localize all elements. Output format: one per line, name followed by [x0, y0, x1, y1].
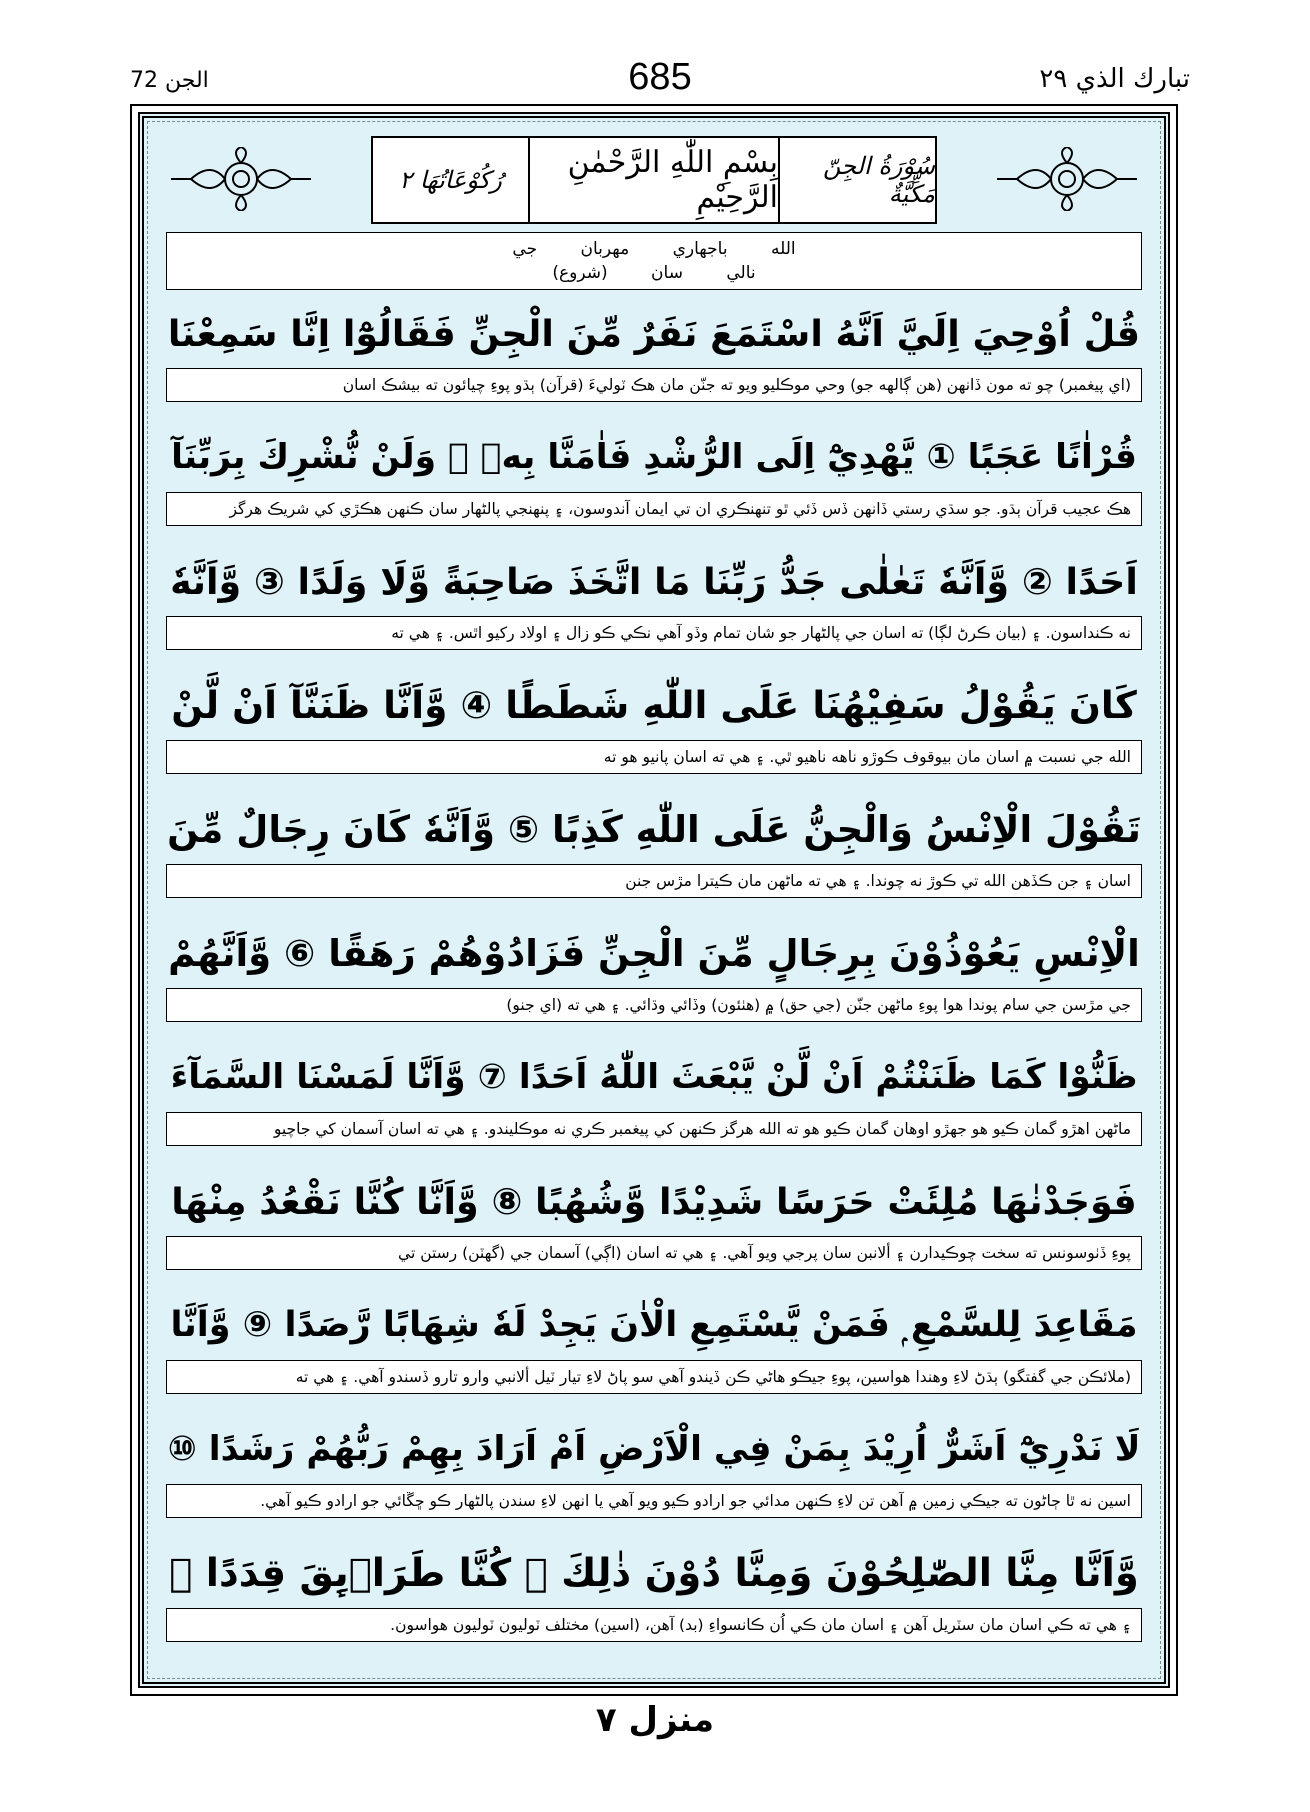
sindhi-translation: نه ڪنداسون. ۽ (بيان ڪرڻ لڳا) ته اسان جي پالڻهار جو شان تمام وڏو آهي نڪي ڪو زال ۽ اولاد رکيو اٿس. ۽ هي ته: [166, 616, 1142, 650]
ornament-left-icon: [166, 144, 316, 214]
manzil-footer: منزل ٧: [595, 1700, 715, 1740]
arabic-text: ظَنُّوْا كَمَا ظَنَنْتُمْ اَنْ لَّنْ يَّبْعَثَ اللّٰهُ اَحَدًا ⑦ وَّاَنَّا لَمَسْنَا السَّمَآءَ: [170, 1057, 1138, 1097]
arabic-text: قُلْ اُوْحِيَ اِلَيَّ اَنَّهُ اسْتَمَعَ نَفَرٌ مِّنَ الْجِنِّ فَقَالُوْٓا اِنَّا سَمِعْنَا: [167, 311, 1141, 355]
arabic-text: لَا نَدْرِيْٓ اَشَرٌّ اُرِيْدَ بِمَنْ فِي الْاَرْضِ اَمْ اَرَادَ بِهِمْ رَبُّهُمْ رَشَدًا ⑩: [167, 1429, 1141, 1469]
sindhi-translation: الله جي نسبت ۾ اسان مان بيوقوف ڪوڙو ناهه ناهيو ٿي. ۽ هي ته اسان پانيو هو ته: [166, 740, 1142, 774]
verses-info: رُكُوْعَاتُهَا ٢: [399, 166, 502, 194]
verse-line: [166, 1414, 1142, 1518]
verse-line: [166, 298, 1142, 402]
arabic-text: اَحَدًا ② وَّاَنَّهٗ تَعٰلٰى جَدُّ رَبِّنَا مَا اتَّخَذَ صَاحِبَةً وَّلَا وَلَدًا ③ وَّاَنَّهٗ: [170, 559, 1138, 603]
arabic-text: كَانَ يَقُوْلُ سَفِيْهُنَا عَلَى اللّٰهِ شَطَطًا ④ وَّاَنَّا ظَنَنَّآ اَنْ لَّنْ: [171, 683, 1137, 727]
page-header: [130, 56, 1190, 102]
ornament-right-icon: [992, 144, 1142, 214]
sindhi-translation: اسين نه ٿا ڄاڻون ته جيڪي زمين ۾ آهن تن لاءِ ڪنهن مدائي جو ارادو ڪيو ويو آهي يا انهن لاءِ سندن پالڻهار ڪو ڇڱائي جو ارادو ڪيو آهي.: [166, 1484, 1142, 1518]
verse-line: [166, 1166, 1142, 1270]
sindhi-translation: (ملائڪن جي گفتگو) ٻڌڻ لاءِ وهندا هواسين، پوءِ جيڪو هاڻي ڪن ڏيندو آهي سو پاڻ لاءِ تيار ٽيل ألانبي وارو تارو ڏسندو آهي. ۽ هي ته: [166, 1360, 1142, 1394]
surah-name: سُوْرَةُ الجِنّ مَكِّيَّةٌ: [822, 152, 935, 208]
verse-line: [166, 1290, 1142, 1394]
sindhi-translation: ماڻهن اهڙو گمان ڪيو هو جهڙو اوهان گمان ڪيو هو ته الله هرگز ڪنهن کي پيغمبر ڪري نه موڪليندو. ۽ هي ته اسان آسمان کي جاچيو: [166, 1112, 1142, 1146]
surah-label: الجن 72: [130, 68, 209, 93]
page-frame: [130, 104, 1178, 1696]
sindhi-translation: ۽ هي ته ڪي اسان مان سٽريل آهن ۽ اسان مان ڪي اُن ڪانسواءِ (بد) آهن، (اسين) مختلف ٽوليون ٽوليون هواسون.: [166, 1608, 1142, 1642]
verse-line: [166, 918, 1142, 1022]
verse-line: [166, 794, 1142, 898]
verse-line: [166, 1042, 1142, 1146]
verse-line: [166, 1538, 1142, 1642]
verse-line: [166, 422, 1142, 526]
sindhi-translation: هڪ عجيب قرآن ٻڌو. جو سڌي رستي ڏانهن ڏس ڏئي ٿو تنهنڪري ان تي ايمان آندوسون، ۽ پنهنجي پالڻهار سان ڪنهن هڪڙي کي شريڪ هرگز: [166, 492, 1142, 526]
arabic-text: تَقُوْلَ الْاِنْسُ وَالْجِنُّ عَلَى اللّٰهِ كَذِبًا ⑤ وَّاَنَّهٗ كَانَ رِجَالٌ مِّنَ: [167, 807, 1141, 851]
page-number: 685: [628, 56, 692, 98]
surah-title-band: [166, 136, 1142, 222]
sindhi-translation: جي مڙسن جي سام پوندا هوا پوءِ ماڻهن جنّن (جي حق) ۾ (هٺئون) وڏائي وڌائي. ۽ هي ته (اي جنو): [166, 988, 1142, 1022]
verse-line: [166, 670, 1142, 774]
juz-label: تبارك الذي ٢٩: [1039, 64, 1190, 94]
basmala-translation: [166, 232, 1142, 290]
sindhi-translation: اسان ۽ جن ڪڏهن الله تي ڪوڙ نه چوندا. ۽ هي ته ماڻهن مان ڪيترا مڙس جنن: [166, 864, 1142, 898]
basmala-translation-line1: الله باجهاري مهربان جي: [512, 239, 796, 259]
arabic-text: فَوَجَدْنٰهَا مُلِئَتْ حَرَسًا شَدِيْدًا وَّشُهُبًا ⑧ وَّاَنَّا كُنَّا نَقْعُدُ مِنْهَا: [171, 1179, 1137, 1223]
arabic-text: الْاِنْسِ يَعُوْذُوْنَ بِرِجَالٍ مِّنَ الْجِنِّ فَزَادُوْهُمْ رَهَقًا ⑥ وَّاَنَّهُمْ: [168, 931, 1140, 975]
sindhi-translation: (اي پيغمبر) چو ته مون ڏانهن (هن ڳالهه جو) وحي موڪليو ويو ته جنّن مان هڪ ٽوليءَ (قرآن) ٻڌو پوءِ چيائون ته بيشڪ اسان: [166, 368, 1142, 402]
arabic-text: وَّاَنَّا مِنَّا الصّٰلِحُوْنَ وَمِنَّا دُوْنَ ذٰلِكَ ۭ كُنَّا طَرَاۗىِٕقَ قِدَدًا ⑪: [169, 1550, 1139, 1596]
arabic-text: قُرْاٰنًا عَجَبًا ① يَّهْدِيْٓ اِلَى الرُّشْدِ فَاٰمَنَّا بِهٖ ۭ وَلَنْ نُّشْرِكَ بِرَبِّنَآ: [171, 437, 1137, 477]
content-area: [138, 112, 1170, 1688]
arabic-text: مَقَاعِدَ لِلسَّمْعِ ۭ فَمَنْ يَّسْتَمِعِ الْاٰنَ يَجِدْ لَهٗ شِهَابًا رَّصَدًا ⑨ وَّاَنَّا: [170, 1305, 1138, 1345]
verse-line: [166, 546, 1142, 650]
basmala-translation-line2: نالي سان (شروع): [552, 263, 756, 283]
sindhi-translation: پوءِ ڏٺوسونس ته سخت چوڪيدارن ۽ ألانبن سان پرجي ويو آهي. ۽ هي ته اسان (اڳي) آسمان جي (گهٽن) رستن تي: [166, 1236, 1142, 1270]
basmala-heading: بِسْمِ اللّٰهِ الرَّحْمٰنِ الرَّحِيْمِ: [528, 138, 780, 222]
surah-title-box: [371, 136, 937, 224]
